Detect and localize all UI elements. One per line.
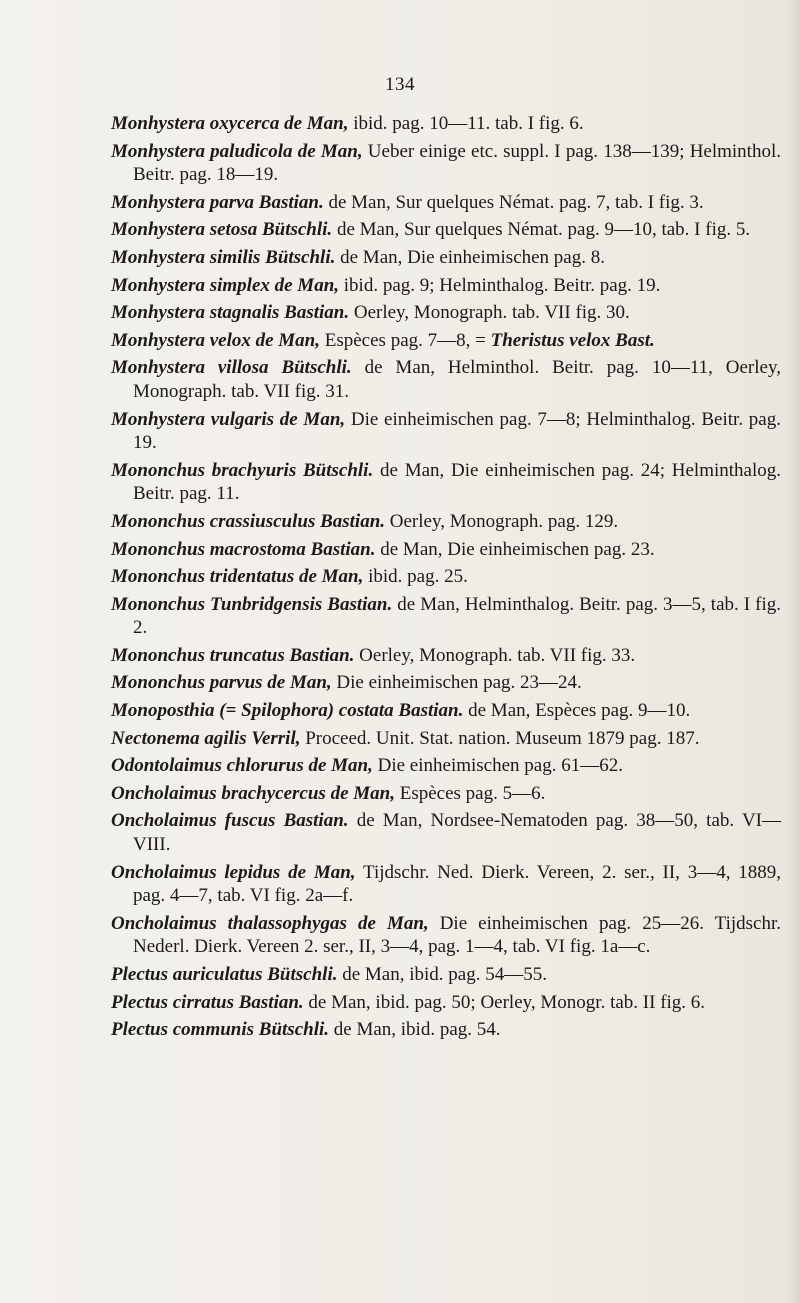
- taxon-name: Mononchus brachyuris Bütschli.: [111, 459, 374, 481]
- list-item: [111, 246, 781, 270]
- page-edge-shadow: [786, 0, 800, 1303]
- taxon-name: Monhystera parva Bastian.: [111, 191, 324, 213]
- taxon-name: Monhystera setosa Bütschli.: [111, 219, 333, 241]
- list-item: [111, 727, 781, 751]
- taxon-name: Nectonema agilis Verril,: [111, 727, 301, 749]
- taxon-name: Plectus auriculatus Bütschli.: [111, 964, 338, 985]
- taxon-name: Mononchus crassiusculus Bastian.: [111, 510, 386, 532]
- list-item: [111, 809, 781, 856]
- reference: de Man, Nordsee-Nematoden pag. 38—50, tab. VI—VIII.: [133, 810, 782, 856]
- reference: de Man, Die einheimischen pag. 24; Helminthalog. Beitr. pag. 11.: [133, 459, 781, 505]
- taxon-name: Odontolaimus chlorurus de Man,: [111, 755, 373, 777]
- list-item: [111, 301, 781, 325]
- list-item: [111, 565, 781, 589]
- taxon-name: Oncholaimus fuscus Bastian.: [111, 810, 349, 832]
- list-item: [111, 538, 781, 562]
- reference: de Man, ibid. pag. 54.: [329, 1019, 501, 1041]
- list-item: [111, 140, 781, 187]
- taxon-name: Monhystera similis Bütschli.: [111, 246, 336, 268]
- reference: de Man, Die einheimischen pag. 8.: [335, 246, 605, 268]
- taxon-name: Mononchus macrostoma Bastian.: [111, 538, 376, 560]
- reference: de Man, Die einheimischen pag. 23.: [375, 538, 655, 560]
- list-item: [111, 644, 781, 668]
- taxon-name: Mononchus truncatus Bastian.: [111, 644, 355, 666]
- list-item: [111, 112, 781, 136]
- reference: Die einheimischen pag. 25—26. Tijdschr. Nederl. Dierk. Vereen 2. ser., II, 3—4, pag. 1—4, tab. VI fig. 1a—c.: [133, 912, 781, 958]
- list-item: [111, 754, 781, 778]
- taxon-name: Monhystera velox de Man,: [111, 329, 320, 351]
- list-item: [111, 782, 781, 806]
- taxon-name: Monhystera simplex de Man,: [111, 274, 340, 296]
- reference: de Man, ibid. pag. 54—55.: [337, 964, 547, 985]
- list-item: [111, 671, 781, 695]
- taxon-name: Monhystera oxycerca de Man,: [111, 113, 349, 134]
- bibliography-list: [111, 112, 781, 1046]
- reference: ibid. pag. 25.: [363, 566, 468, 588]
- reference: Ueber einige etc. suppl. I pag. 138—139; Helminthol. Beitr. pag. 18—19.: [133, 140, 781, 186]
- reference: Die einheimischen pag. 23—24.: [331, 672, 582, 694]
- reference: Espèces pag. 5—6.: [394, 782, 546, 804]
- list-item: [111, 593, 781, 640]
- reference: de Man, Sur quelques Némat. pag. 7, tab. I fig. 3.: [323, 191, 704, 213]
- list-item: [111, 218, 781, 242]
- list-item: [111, 861, 781, 908]
- synonym-name: Theristus velox Bast.: [490, 329, 655, 351]
- reference: Die einheimischen pag. 7—8; Helminthalog. Beitr. pag. 19.: [133, 408, 781, 454]
- taxon-name: Monhystera stagnalis Bastian.: [111, 302, 350, 324]
- taxon-name: Monoposthia (= Spilophora) costata Bastian.: [111, 700, 464, 722]
- taxon-name: Oncholaimus lepidus de Man,: [111, 861, 356, 883]
- list-item: [111, 191, 781, 215]
- reference: Oerley, Monograph. tab. VII fig. 30.: [349, 302, 630, 324]
- taxon-name: Plectus cirratus Bastian.: [111, 991, 304, 1013]
- list-item: [111, 1018, 781, 1042]
- reference: Oerley, Monograph. pag. 129.: [385, 510, 619, 532]
- reference: Tijdschr. Ned. Dierk. Vereen, 2. ser., II, 3—4, 1889, pag. 4—7, tab. VI fig. 2a—f.: [133, 861, 781, 907]
- taxon-name: Oncholaimus brachycercus de Man,: [111, 782, 395, 804]
- list-item: [111, 329, 781, 353]
- reference: de Man, Helminthol. Beitr. pag. 10—11, Oerley, Monograph. tab. VII fig. 31.: [133, 357, 781, 402]
- taxon-name: Mononchus parvus de Man,: [111, 672, 332, 694]
- taxon-name: Mononchus Tunbridgensis Bastian.: [111, 593, 393, 615]
- list-item: [111, 459, 781, 506]
- list-item: [111, 356, 781, 403]
- reference: Proceed. Unit. Stat. nation. Museum 1879 pag. 187.: [300, 727, 700, 749]
- reference: Die einheimischen pag. 61—62.: [372, 755, 623, 777]
- taxon-name: Plectus communis Bütschli.: [111, 1019, 330, 1041]
- list-item: [111, 991, 781, 1015]
- taxon-name: Mononchus tridentatus de Man,: [111, 566, 364, 588]
- list-item: [111, 408, 781, 455]
- taxon-name: Oncholaimus thalassophygas de Man,: [111, 912, 429, 934]
- reference: de Man, ibid. pag. 50; Oerley, Monogr. tab. II fig. 6.: [303, 991, 706, 1013]
- taxon-name: Monhystera villosa Bütschli.: [111, 357, 352, 379]
- reference: Espèces pag. 7—8, =: [320, 329, 491, 351]
- reference: de Man, Helminthalog. Beitr. pag. 3—5, tab. I fig. 2.: [133, 593, 781, 639]
- list-item: [111, 699, 781, 723]
- reference: de Man, Espèces pag. 9—10.: [463, 700, 691, 722]
- reference: ibid. pag. 9; Helminthalog. Beitr. pag. 19.: [339, 274, 661, 296]
- reference: de Man, Sur quelques Némat. pag. 9—10, tab. I fig. 5.: [332, 219, 751, 241]
- taxon-name: Monhystera vulgaris de Man,: [111, 408, 346, 430]
- reference: Oerley, Monograph. tab. VII fig. 33.: [354, 644, 636, 666]
- reference: ibid. pag. 10—11. tab. I fig. 6.: [348, 113, 584, 134]
- taxon-name: Monhystera paludicola de Man,: [111, 140, 363, 162]
- list-item: [111, 912, 781, 959]
- list-item: [111, 274, 781, 298]
- list-item: [111, 510, 781, 534]
- list-item: [111, 963, 781, 987]
- page-number: 134: [385, 74, 415, 95]
